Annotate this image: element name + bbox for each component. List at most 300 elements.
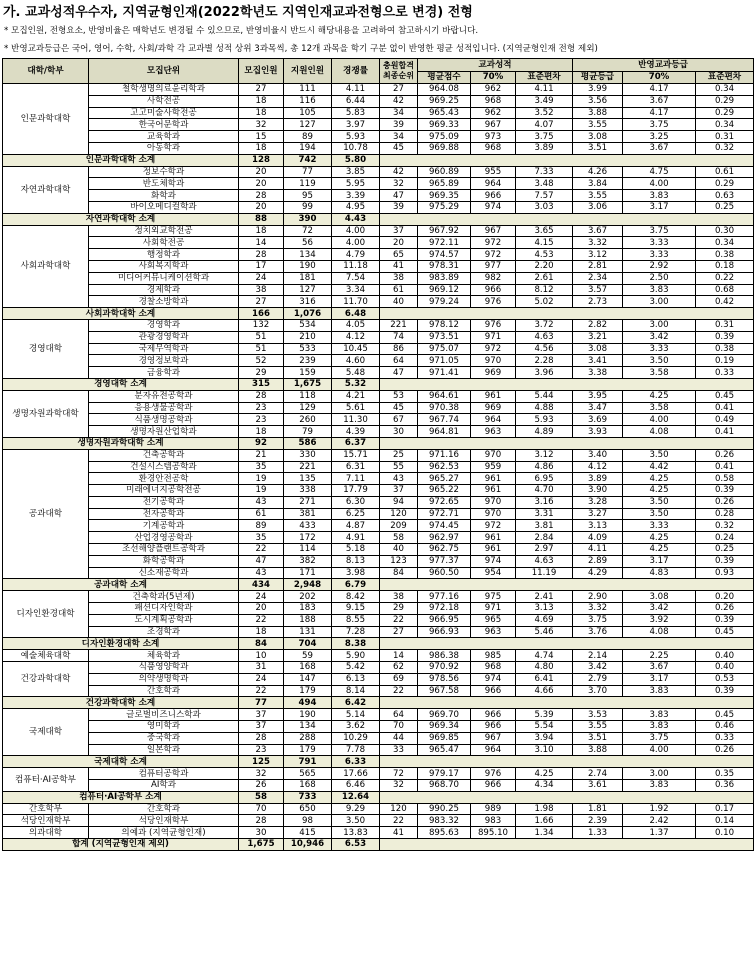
data-cell: 972.18 (418, 603, 471, 615)
data-cell: 964 (471, 744, 516, 756)
subtotal-empty (380, 638, 754, 650)
data-cell: 2.34 (573, 272, 623, 284)
total-cell: 6.53 (332, 839, 380, 851)
data-cell: 7.54 (332, 272, 380, 284)
college-name: 컴퓨터·AI공학부 (3, 768, 89, 792)
subtotal-cell: 12.64 (332, 791, 380, 803)
data-cell: 37 (239, 721, 284, 733)
subtotal-cell: 88 (239, 213, 284, 225)
data-cell: 6.13 (332, 673, 380, 685)
data-cell: 4.15 (516, 237, 573, 249)
note-1: * 모집인원, 전형요소, 반영비율은 매학년도 변경될 수 있으므로, 반영비율시 반드시 해당내용을 고려하여 참고하시기 바랍니다. (4, 26, 479, 36)
data-cell: 3.75 (623, 732, 696, 744)
subtotal-row (3, 308, 754, 320)
header-sd-grade: 표준편차 (696, 72, 754, 84)
data-cell: 98 (284, 815, 332, 827)
data-cell: 9.29 (332, 803, 380, 815)
data-cell: 0.34 (696, 84, 754, 96)
data-cell: 37 (380, 485, 418, 497)
data-cell: 969.85 (418, 732, 471, 744)
department-name: 컴퓨터공학과 (89, 768, 239, 780)
subtotal-cell: 1,675 (284, 378, 332, 390)
data-cell: 966 (471, 685, 516, 697)
header-70pct-grade: 70% (623, 72, 696, 84)
data-cell: 47 (239, 555, 284, 567)
data-cell: 0.68 (696, 284, 754, 296)
data-cell: 3.12 (573, 249, 623, 261)
data-cell: 0.38 (696, 249, 754, 261)
data-cell: 4.29 (573, 567, 623, 579)
data-cell: 968 (471, 142, 516, 154)
data-cell: 0.45 (696, 709, 754, 721)
data-cell: 972 (471, 249, 516, 261)
data-cell: 960.50 (418, 567, 471, 579)
data-cell: 22 (380, 614, 418, 626)
college-name: 석당인재학부 (3, 815, 89, 827)
data-cell: 3.90 (573, 485, 623, 497)
data-cell: 127 (284, 119, 332, 131)
data-cell: 0.24 (696, 532, 754, 544)
data-cell: 966 (471, 709, 516, 721)
table-row (3, 532, 754, 544)
data-cell: 983 (471, 815, 516, 827)
data-cell: 239 (284, 355, 332, 367)
data-cell: 10 (239, 650, 284, 662)
data-cell: 41 (380, 260, 418, 272)
data-cell: 3.28 (573, 496, 623, 508)
data-cell: 5.18 (332, 544, 380, 556)
data-cell: 5.48 (332, 367, 380, 379)
data-cell: 3.39 (332, 190, 380, 202)
table-row (3, 343, 754, 355)
data-cell: 20 (239, 166, 284, 178)
data-cell: 0.20 (696, 591, 754, 603)
data-cell: 10.29 (332, 732, 380, 744)
data-cell: 0.42 (696, 296, 754, 308)
data-cell: 5.90 (332, 650, 380, 662)
data-cell: 3.50 (623, 355, 696, 367)
data-cell: 45 (380, 402, 418, 414)
data-cell: 0.26 (696, 449, 754, 461)
data-cell: 4.25 (623, 532, 696, 544)
data-cell: 983.32 (418, 815, 471, 827)
data-cell: 962.53 (418, 461, 471, 473)
data-cell: 5.14 (332, 709, 380, 721)
header-avg-grade: 평균등급 (573, 72, 623, 84)
data-cell: 967 (471, 119, 516, 131)
table-row (3, 296, 754, 308)
data-cell: 3.17 (623, 555, 696, 567)
data-cell: 4.74 (516, 650, 573, 662)
department-name: 기계공학과 (89, 520, 239, 532)
data-cell: 3.83 (623, 685, 696, 697)
subtotal-cell: 390 (284, 213, 332, 225)
department-name: 행정학과 (89, 249, 239, 261)
data-cell: 64 (380, 355, 418, 367)
data-cell: 4.05 (332, 319, 380, 331)
subtotal-label: 컴퓨터·AI공학부 소계 (3, 791, 239, 803)
data-cell: 3.83 (623, 780, 696, 792)
data-cell: 0.25 (696, 544, 754, 556)
data-cell: 39 (380, 119, 418, 131)
data-cell: 969 (471, 367, 516, 379)
data-cell: 0.45 (696, 626, 754, 638)
data-cell: 382 (284, 555, 332, 567)
department-name: 체육학과 (89, 650, 239, 662)
data-cell: 131 (284, 626, 332, 638)
subtotal-cell: 166 (239, 308, 284, 320)
subtotal-empty (380, 213, 754, 225)
data-cell: 4.88 (516, 402, 573, 414)
data-cell: 3.92 (623, 614, 696, 626)
data-cell: 19 (239, 485, 284, 497)
data-cell: 4.08 (623, 426, 696, 438)
subtotal-label: 사회과학대학 소계 (3, 308, 239, 320)
data-cell: 3.33 (623, 237, 696, 249)
subtotal-empty (380, 579, 754, 591)
data-cell: 70 (380, 721, 418, 733)
data-cell: 976 (471, 296, 516, 308)
data-cell: 3.47 (573, 402, 623, 414)
data-cell: 69 (380, 673, 418, 685)
department-name: 조경학과 (89, 626, 239, 638)
admission-results-table (2, 58, 754, 851)
total-cell: 1,675 (239, 839, 284, 851)
data-cell: 3.97 (332, 119, 380, 131)
data-cell: 23 (239, 744, 284, 756)
data-cell: 3.21 (573, 331, 623, 343)
page-title: 가. 교과성적우수자, 지역균형인재(2022학년도 지역인재교과전형으로 변경) 전형 (3, 5, 473, 20)
data-cell: 135 (284, 473, 332, 485)
data-cell: 134 (284, 249, 332, 261)
data-cell: 38 (380, 272, 418, 284)
data-cell: 959 (471, 461, 516, 473)
data-cell: 33 (380, 744, 418, 756)
data-cell: 972.71 (418, 508, 471, 520)
data-cell: 961 (471, 485, 516, 497)
data-cell: 0.17 (696, 803, 754, 815)
subtotal-label: 건강과학대학 소계 (3, 697, 239, 709)
total-row (3, 839, 754, 851)
data-cell: 4.11 (573, 544, 623, 556)
data-cell: 976 (471, 768, 516, 780)
data-cell: 19 (239, 473, 284, 485)
data-cell: 974.45 (418, 520, 471, 532)
data-cell: 4.12 (332, 331, 380, 343)
data-cell: 3.69 (573, 414, 623, 426)
data-cell: 3.83 (623, 284, 696, 296)
data-cell: 6.31 (332, 461, 380, 473)
table-row (3, 414, 754, 426)
data-cell: 22 (380, 815, 418, 827)
data-cell: 47 (380, 190, 418, 202)
data-cell: 978.31 (418, 260, 471, 272)
data-cell: 5.42 (332, 662, 380, 674)
table-row (3, 744, 754, 756)
data-cell: 111 (284, 84, 332, 96)
data-cell: 990.25 (418, 803, 471, 815)
data-cell: 3.56 (573, 95, 623, 107)
department-name: 국제무역학과 (89, 343, 239, 355)
data-cell: 20 (239, 603, 284, 615)
data-cell: 3.27 (573, 508, 623, 520)
data-cell: 3.51 (573, 142, 623, 154)
data-cell: 4.53 (516, 249, 573, 261)
data-cell: 3.00 (623, 319, 696, 331)
college-name: 인문과학대학 (3, 84, 89, 155)
data-cell: 2.89 (573, 555, 623, 567)
table-row (3, 331, 754, 343)
data-cell: 194 (284, 142, 332, 154)
table-row (3, 272, 754, 284)
subtotal-cell: 6.37 (332, 437, 380, 449)
data-cell: 11.30 (332, 414, 380, 426)
data-cell: 4.95 (332, 201, 380, 213)
data-cell: 979.24 (418, 296, 471, 308)
college-name: 사회과학대학 (3, 225, 89, 308)
department-name: 화학공학과 (89, 555, 239, 567)
data-cell: 0.41 (696, 402, 754, 414)
data-cell: 3.76 (573, 626, 623, 638)
header-reflect: 반영교과등급 (573, 59, 754, 72)
data-cell: 18 (239, 107, 284, 119)
data-cell: 147 (284, 673, 332, 685)
data-cell: 977 (471, 260, 516, 272)
table-row (3, 544, 754, 556)
department-name: 반도체학과 (89, 178, 239, 190)
subtotal-row (3, 579, 754, 591)
data-cell: 3.67 (623, 662, 696, 674)
data-cell: 2.84 (516, 532, 573, 544)
data-cell: 34 (380, 131, 418, 143)
data-cell: 4.00 (332, 225, 380, 237)
header-univ: 대학/학부 (3, 59, 89, 84)
header-sd: 표준편차 (516, 72, 573, 84)
data-cell: 18 (239, 95, 284, 107)
data-cell: 0.39 (696, 485, 754, 497)
data-cell: 28 (239, 815, 284, 827)
data-cell: 0.49 (696, 414, 754, 426)
header-grades: 교과성적 (418, 59, 573, 72)
data-cell: 4.11 (516, 84, 573, 96)
data-cell: 975.09 (418, 131, 471, 143)
data-cell: 32 (380, 178, 418, 190)
data-cell: 3.00 (623, 296, 696, 308)
department-name: 신소재공학과 (89, 567, 239, 579)
subtotal-cell: 77 (239, 697, 284, 709)
data-cell: 20 (380, 237, 418, 249)
header-final-rank: 충원합격 최종순위 (380, 59, 418, 84)
data-cell: 966 (471, 721, 516, 733)
data-cell: 27 (380, 626, 418, 638)
data-cell: 3.94 (516, 732, 573, 744)
data-cell: 43 (380, 473, 418, 485)
data-cell: 962 (471, 107, 516, 119)
data-cell: 181 (284, 272, 332, 284)
table-row (3, 249, 754, 261)
data-cell: 6.95 (516, 473, 573, 485)
department-name: 글로벌비즈니스학과 (89, 709, 239, 721)
data-cell: 14 (239, 237, 284, 249)
data-cell: 3.40 (573, 449, 623, 461)
data-cell: 3.88 (573, 107, 623, 119)
data-cell: 4.25 (623, 544, 696, 556)
data-cell: 964 (471, 414, 516, 426)
data-cell: 5.95 (332, 178, 380, 190)
data-cell: 961 (471, 532, 516, 544)
data-cell: 968 (471, 95, 516, 107)
college-name: 건강과학대학 (3, 662, 89, 697)
data-cell: 26 (239, 780, 284, 792)
data-cell: 969.88 (418, 142, 471, 154)
subtotal-cell: 5.80 (332, 154, 380, 166)
data-cell: 0.40 (696, 662, 754, 674)
data-cell: 975 (471, 591, 516, 603)
data-cell: 183 (284, 603, 332, 615)
subtotal-cell: 6.48 (332, 308, 380, 320)
data-cell: 3.34 (332, 284, 380, 296)
data-cell: 0.32 (696, 142, 754, 154)
department-name: 미디어커뮤니케이션학과 (89, 272, 239, 284)
data-cell: 58 (380, 532, 418, 544)
data-cell: 989 (471, 803, 516, 815)
subtotal-cell: 6.42 (332, 697, 380, 709)
data-cell: 964 (471, 178, 516, 190)
table-row (3, 225, 754, 237)
data-cell: 8.14 (332, 685, 380, 697)
data-cell: 0.45 (696, 390, 754, 402)
data-cell: 0.33 (696, 732, 754, 744)
table-row (3, 95, 754, 107)
data-cell: 23 (239, 414, 284, 426)
data-cell: 3.50 (332, 815, 380, 827)
data-cell: 221 (380, 319, 418, 331)
data-cell: 3.89 (573, 473, 623, 485)
data-cell: 0.41 (696, 426, 754, 438)
data-cell: 35 (239, 461, 284, 473)
data-cell: 0.35 (696, 768, 754, 780)
data-cell: 20 (239, 201, 284, 213)
data-cell: 202 (284, 591, 332, 603)
data-cell: 43 (239, 496, 284, 508)
department-name: 식품영양학과 (89, 662, 239, 674)
data-cell: 7.78 (332, 744, 380, 756)
data-cell: 39 (380, 201, 418, 213)
data-cell: 51 (239, 331, 284, 343)
data-cell: 3.99 (573, 84, 623, 96)
data-cell: 5.83 (332, 107, 380, 119)
data-cell: 74 (380, 331, 418, 343)
data-cell: 3.95 (573, 390, 623, 402)
data-cell: 982 (471, 272, 516, 284)
data-cell: 15.71 (332, 449, 380, 461)
total-empty (380, 839, 754, 851)
subtotal-empty (380, 791, 754, 803)
data-cell: 0.38 (696, 343, 754, 355)
data-cell: 179 (284, 744, 332, 756)
table-row (3, 355, 754, 367)
data-cell: 963 (471, 626, 516, 638)
data-cell: 4.69 (516, 614, 573, 626)
data-cell: 986.38 (418, 650, 471, 662)
data-cell: 3.93 (573, 426, 623, 438)
data-cell: 59 (284, 650, 332, 662)
data-cell: 972.65 (418, 496, 471, 508)
data-cell: 3.41 (573, 355, 623, 367)
data-cell: 0.28 (696, 508, 754, 520)
table-row (3, 780, 754, 792)
table-row (3, 284, 754, 296)
data-cell: 28 (239, 390, 284, 402)
data-cell: 415 (284, 827, 332, 839)
data-cell: 960.89 (418, 166, 471, 178)
table-row (3, 84, 754, 96)
data-cell: 973 (471, 131, 516, 143)
data-cell: 3.12 (516, 449, 573, 461)
data-cell: 3.25 (623, 131, 696, 143)
subtotal-cell: 586 (284, 437, 332, 449)
data-cell: 976 (471, 319, 516, 331)
data-cell: 4.09 (573, 532, 623, 544)
data-cell: 0.31 (696, 131, 754, 143)
data-cell: 3.89 (516, 142, 573, 154)
data-cell: 77 (284, 166, 332, 178)
data-cell: 4.08 (623, 626, 696, 638)
department-name: 화학과 (89, 190, 239, 202)
subtotal-row (3, 756, 754, 768)
data-cell: 89 (284, 131, 332, 143)
data-cell: 5.61 (332, 402, 380, 414)
data-cell: 974 (471, 673, 516, 685)
department-name: 한국어문학과 (89, 119, 239, 131)
data-cell: 964.81 (418, 426, 471, 438)
data-cell: 965 (471, 614, 516, 626)
data-cell: 3.17 (623, 673, 696, 685)
data-cell: 5.44 (516, 390, 573, 402)
table-row (3, 650, 754, 662)
data-cell: 4.00 (332, 237, 380, 249)
college-name: 의과대학 (3, 827, 89, 839)
data-cell: 3.70 (573, 685, 623, 697)
data-cell: 0.63 (696, 190, 754, 202)
data-cell: 381 (284, 508, 332, 520)
data-cell: 3.67 (623, 95, 696, 107)
department-name: 조선해양플랜트공학과 (89, 544, 239, 556)
data-cell: 3.08 (573, 343, 623, 355)
data-cell: 3.32 (573, 237, 623, 249)
data-cell: 0.93 (696, 567, 754, 579)
data-cell: 983.89 (418, 272, 471, 284)
data-cell: 0.39 (696, 555, 754, 567)
subtotal-empty (380, 697, 754, 709)
data-cell: 0.29 (696, 95, 754, 107)
data-cell: 65 (380, 249, 418, 261)
data-cell: 330 (284, 449, 332, 461)
data-cell: 2.81 (573, 260, 623, 272)
subtotal-cell: 58 (239, 791, 284, 803)
data-cell: 1.66 (516, 815, 573, 827)
data-cell: 31 (239, 662, 284, 674)
data-cell: 3.55 (573, 721, 623, 733)
data-cell: 271 (284, 496, 332, 508)
data-cell: 4.83 (623, 567, 696, 579)
data-cell: 3.50 (623, 449, 696, 461)
data-cell: 965.27 (418, 473, 471, 485)
data-cell: 8.12 (516, 284, 573, 296)
header-quota: 모집인원 (239, 59, 284, 84)
data-cell: 89 (239, 520, 284, 532)
data-cell: 3.06 (573, 201, 623, 213)
